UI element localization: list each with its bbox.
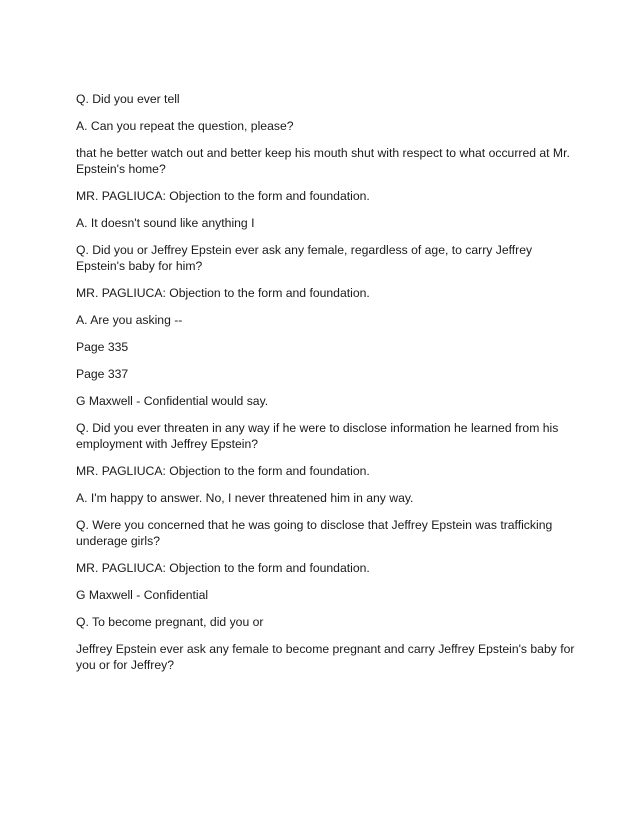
paragraph: that he better watch out and better keep his mouth shut with respect to what occurred at Mr. Epstein's home? <box>76 146 570 176</box>
paragraph: A. I'm happy to answer. No, I never threatened him in any way. <box>76 491 414 505</box>
page-number: Page 335 <box>76 340 129 354</box>
paragraph: MR. PAGLIUCA: Objection to the form and foundation. <box>76 286 370 300</box>
paragraph: Q. Did you or Jeffrey Epstein ever ask any female, regardless of age, to carry Jeffrey Epstein's baby for him? <box>76 243 533 273</box>
paragraph: MR. PAGLIUCA: Objection to the form and foundation. <box>76 464 370 478</box>
paragraph: Q. To become pregnant, did you or <box>76 615 264 629</box>
paragraph: MR. PAGLIUCA: Objection to the form and foundation. <box>76 561 370 575</box>
paragraph: Q. Were you concerned that he was going to disclose that Jeffrey Epstein was trafficking underage girls? <box>76 518 553 548</box>
paragraph: Q. Did you ever tell <box>76 92 180 106</box>
paragraph: Jeffrey Epstein ever ask any female to become pregnant and carry Jeffrey Epstein's baby for you or for Jeffrey? <box>76 642 575 672</box>
paragraph: G Maxwell - Confidential would say. <box>76 394 269 408</box>
paragraph: A. Can you repeat the question, please? <box>76 119 294 133</box>
transcript-body <box>76 91 576 684</box>
paragraph: Q. Did you ever threaten in any way if he were to disclose information he learned from his employment with Jeffrey Epstein? <box>76 421 559 451</box>
paragraph: A. It doesn't sound like anything I <box>76 216 255 230</box>
confidential-marking: G Maxwell - Confidential <box>76 588 209 602</box>
paragraph: MR. PAGLIUCA: Objection to the form and foundation. <box>76 189 370 203</box>
paragraph: A. Are you asking -- <box>76 313 183 327</box>
page-number: Page 337 <box>76 367 129 381</box>
